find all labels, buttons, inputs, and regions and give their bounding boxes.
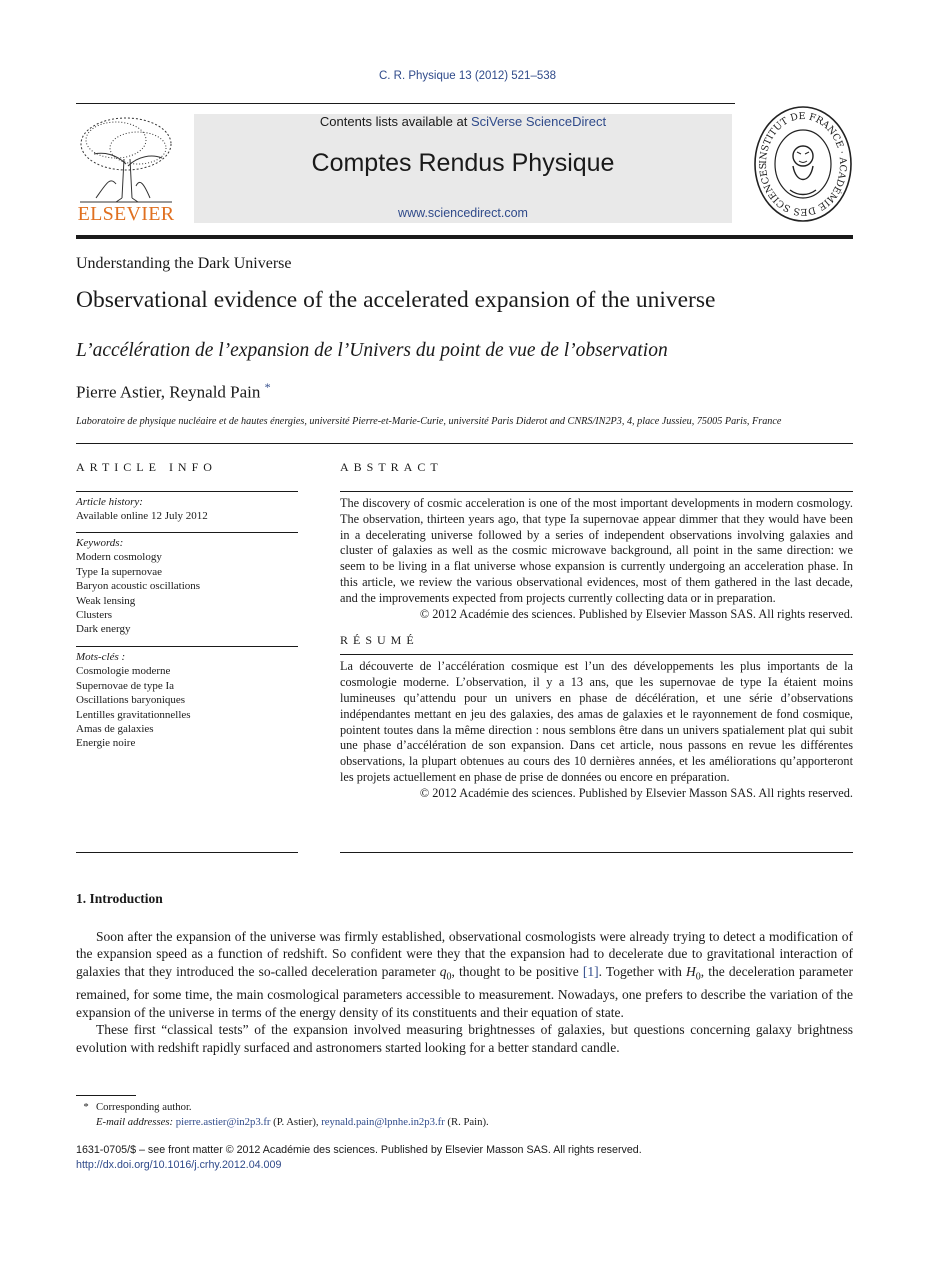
contents-line xyxy=(194,114,732,129)
abstract-bottom-rule xyxy=(340,852,853,853)
email-name-astier: (P. Astier), xyxy=(273,1116,319,1128)
intro-paragraph xyxy=(76,928,853,1022)
resume-text: La découverte de l’accélération cosmique est l’un des développements les plus importants de la cosmologie moderne. L’observation, il y a 13 ans, que les supernovae de type Ia étaient moins lumineuses qu’attendu pour un univers en phase de décélération, et une série d’observations indépendantes mettant en jeu des galaxies, des amas de galaxies et le rayonnement de fond cosmique, pointent toutes dans la même direction : nous semblons être dans un univers spatialement plat qui subit une phase d’accélération de son expansion. Dans cet article, nous passons en revue les différentes observations, la plupart obtenues au cours des 10 dernières années, et les améliorations qu’apporteront les projets actuellement en phase de prise de données ou encore en préparation. xyxy=(340,659,853,784)
abstract-copyright: © 2012 Académie des sciences. Published by Elsevier Masson SAS. All rights reserved. xyxy=(419,606,853,621)
resume-block xyxy=(340,654,853,801)
author-list xyxy=(76,380,271,403)
intro-text: Soon after the expansion of the universe was firmly established, observational cosmologists were already trying to detect a modification of the expansion speed as a function of redshift. So confident were they that the expansion had to decelerate due to gravitational interaction of galaxies that they introduced the so-called deceleration parameter xyxy=(76,928,853,979)
h0-symbol: $H_0$ xyxy=(686,963,701,983)
motcle-item: Amas de galaxies xyxy=(76,723,154,736)
keyword-item: Baryon acoustic oscillations xyxy=(76,580,201,593)
affiliation-rule xyxy=(76,443,853,444)
motcle-item: Lentilles gravitationnelles xyxy=(76,708,191,721)
corresponding-author-mark[interactable]: * xyxy=(264,380,271,394)
corresponding-label: Corresponding author. xyxy=(96,1101,192,1113)
history-label: Article history: xyxy=(76,496,143,508)
introduction-section xyxy=(76,890,853,1056)
abstract-heading: ABSTRACT xyxy=(340,460,443,474)
article-info-panel xyxy=(76,460,298,751)
issn-line: 1631-0705/$ – see front matter © 2012 Académie des sciences. Published by Elsevier Masson SAS. All rights reserved. xyxy=(76,1144,642,1156)
intro-paragraph: These first “classical tests” of the expansion involved measuring brightnesses of galaxies, but questions concerning galaxy brightness evolution with redshift rapidly surfaced and astronomers started looking for a better standard candle. xyxy=(76,1022,853,1055)
keywords-label: Keywords: xyxy=(76,537,124,549)
footnote-rule xyxy=(76,1095,136,1096)
resume-copyright: © 2012 Académie des sciences. Published by Elsevier Masson SAS. All rights reserved. xyxy=(419,785,853,800)
email-label: E-mail addresses: xyxy=(96,1116,174,1128)
sciencedirect-link[interactable]: SciVerse ScienceDirect xyxy=(470,114,607,129)
keyword-item: Modern cosmology xyxy=(76,551,162,564)
article-history-block xyxy=(76,491,298,532)
motcle-item: Cosmologie moderne xyxy=(76,665,171,678)
header-top-rule xyxy=(76,103,735,104)
keyword-item: Type Ia supernovae xyxy=(76,565,162,578)
resume-heading: RÉSUMÉ xyxy=(340,633,419,648)
introduction-heading: 1. Introduction xyxy=(76,891,163,906)
email-name-pain: (R. Pain). xyxy=(447,1116,489,1128)
corresponding-author-note xyxy=(76,1100,853,1115)
article-info-bottom-rule xyxy=(76,852,298,853)
email-note xyxy=(76,1115,853,1130)
abstract-panel xyxy=(340,460,853,802)
email-link-astier[interactable]: pierre.astier@in2p3.fr xyxy=(175,1116,271,1128)
journal-homepage-link[interactable]: www.sciencedirect.com xyxy=(398,206,528,220)
motcle-item: Energie noire xyxy=(76,737,136,750)
q0-symbol: $q_0$ xyxy=(439,963,452,983)
paper-title: Observational evidence of the accelerated expansion of the universe xyxy=(76,287,716,313)
header-bottom-rule xyxy=(76,235,853,239)
keyword-item: Dark energy xyxy=(76,623,131,636)
academie-seal-logo xyxy=(752,104,854,224)
journal-reference[interactable]: C. R. Physique 13 (2012) 521–538 xyxy=(378,70,557,82)
email-link-pain[interactable]: reynald.pain@lpnhe.in2p3.fr xyxy=(321,1116,445,1128)
keyword-item: Weak lensing xyxy=(76,594,136,607)
keyword-item: Clusters xyxy=(76,609,113,622)
intro-text: , thought to be positive xyxy=(451,963,583,979)
article-info-heading: ARTICLE INFO xyxy=(76,460,217,474)
keywords-block xyxy=(76,532,298,646)
history-value: Available online 12 July 2012 xyxy=(76,510,208,523)
section-title: Understanding the Dark Universe xyxy=(76,255,292,272)
elsevier-tree-logo xyxy=(76,114,176,204)
abstract-text: The discovery of cosmic acceleration is one of the most important developments in modern cosmology. The observation, thirteen years ago, that type Ia supernovae appear dimmer that they would have been in a decelerating universe followed by a series of independent observations involving galaxies and cluster of galaxies as well as the cosmic microwave background, all point in the same direction: we seem to be living in a flat universe whose expansion is currently undergoing an acceleration phase. In this article, we review the various observational evidences, most of them gathered in the last decade, and the improvements expected from projects currently collecting data or in preparation. xyxy=(340,496,853,605)
front-matter xyxy=(76,1143,853,1172)
motscles-block xyxy=(76,646,298,751)
motcle-item: Oscillations baryoniques xyxy=(76,694,186,707)
authors-text: Pierre Astier, Reynald Pain xyxy=(76,382,261,402)
abstract-block xyxy=(340,491,853,622)
journal-title: Comptes Rendus Physique xyxy=(311,149,615,177)
motcle-item: Supernovae de type Ia xyxy=(76,679,175,692)
contents-prefix: Contents lists available at xyxy=(319,114,471,129)
citation-link[interactable]: [1] xyxy=(582,963,599,979)
motscles-label: Mots-clés : xyxy=(76,651,126,663)
affiliation: Laboratoire de physique nucléaire et de hautes énergies, université Pierre-et-Marie-Curie, université Paris Diderot and CNRS/IN2P3, 4, place Jussieu, 75005 Paris, France xyxy=(76,416,782,427)
elsevier-wordmark: ELSEVIER xyxy=(77,203,175,225)
doi-link[interactable]: http://dx.doi.org/10.1016/j.crhy.2012.04.009 xyxy=(76,1158,282,1171)
footnote-mark: * xyxy=(83,1101,89,1113)
seal-lettering: INSTITUT DE FRANCE · ACADÉMIE DES SCIENCES xyxy=(757,110,849,218)
french-title: L’accélération de l’expansion de l’Univers du point de vue de l’observation xyxy=(76,340,668,361)
intro-text: , the deceleration parameter remained, for some time, the main cosmological parameters accessible to measurement. Nowadays, one prefers to describe the variation of the expansion of the universe in terms of the energy density of its constituents and their equation of state. xyxy=(76,963,853,1020)
journal-banner xyxy=(194,114,732,223)
footnote xyxy=(76,1100,853,1130)
intro-text: . Together with xyxy=(598,963,687,979)
